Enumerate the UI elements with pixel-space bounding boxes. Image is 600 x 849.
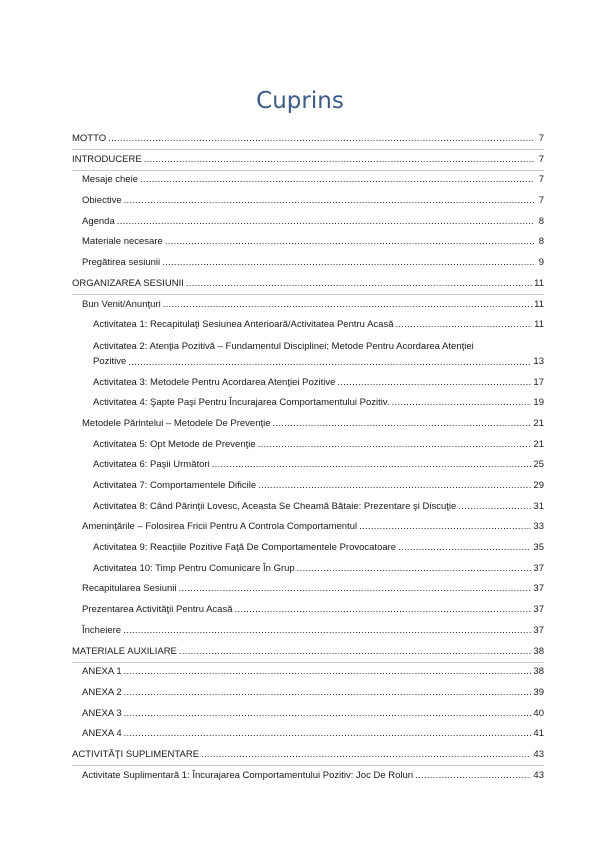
toc-entry-recapitularea-sesiunii[interactable] <box>72 583 544 595</box>
toc-entry-incheiere[interactable] <box>72 625 544 637</box>
toc-entry-page: 7 <box>538 153 544 165</box>
toc-entry-page: 21 <box>533 438 544 450</box>
toc-entry-text: Agenda <box>82 215 115 227</box>
leader-dots <box>392 397 532 409</box>
toc-entry-activitatea-5[interactable] <box>72 439 544 451</box>
leader-dots <box>162 257 534 269</box>
leader-dots <box>258 439 532 451</box>
toc-entry-activitatea-7[interactable] <box>72 480 544 492</box>
toc-entry-text: Activitatea 5: Opt Metode de Prevenţie <box>93 438 256 450</box>
toc-entry-page: 29 <box>533 480 544 491</box>
toc-entry-anexa-2[interactable] <box>72 687 544 699</box>
toc-entry-page: 35 <box>533 542 544 554</box>
toc-entry-page: 19 <box>533 397 544 409</box>
toc-title: Cuprins <box>256 88 344 114</box>
toc-entry-text: Activitatea 3: Metodele Pentru Acordarea Atenţiei Pozitive <box>93 376 336 388</box>
toc-entry-text: MOTTO <box>72 133 107 144</box>
toc-entry-motto[interactable] <box>72 133 544 145</box>
toc-entry-page: 25 <box>533 459 544 471</box>
toc-entry-text: Materiale necesare <box>82 236 163 248</box>
toc-entry-text: Activitatea 10: Timp Pentru Comunicare În Grup <box>93 562 295 574</box>
toc-entry-page: 43 <box>533 748 544 760</box>
toc-entry-activitatea-2[interactable] <box>72 340 544 368</box>
toc-entry-page: 40 <box>533 707 544 719</box>
leader-dots <box>258 480 531 492</box>
row-underline <box>72 662 544 663</box>
toc-entry-activitatea-8[interactable] <box>72 501 544 513</box>
leader-dots <box>124 708 532 720</box>
toc-entry-page: 37 <box>533 583 544 595</box>
toc-entry-page: 11 <box>534 298 544 310</box>
leader-dots <box>201 749 531 761</box>
toc-entry-amenintarile[interactable] <box>72 521 544 533</box>
toc-entry-text: Prezentarea Activităţii Pentru Acasă <box>82 604 233 616</box>
leader-dots <box>117 216 534 228</box>
toc-entry-text: Pregătirea sesiunii <box>82 257 161 269</box>
leader-dots <box>144 154 534 166</box>
toc-entry-page: 33 <box>533 521 544 533</box>
toc-entry-pregatirea-sesiunii[interactable] <box>72 257 544 269</box>
toc-entry-page: 21 <box>533 417 544 429</box>
leader-dots <box>124 666 532 678</box>
leader-dots <box>179 583 532 595</box>
toc-entry-text: Încheiere <box>82 624 122 636</box>
toc-entry-page: 39 <box>533 686 544 698</box>
toc-entry-page: 7 <box>538 174 544 186</box>
leader-dots <box>165 236 534 248</box>
toc-entry-page: 8 <box>538 215 544 227</box>
toc-entry-text: Activitate Suplimentară 1: Încurajarea Comportamentului Pozitiv: Joc De Roluri <box>82 769 414 781</box>
toc-entry-page: 31 <box>533 500 544 512</box>
toc-entry-page: 7 <box>538 133 544 144</box>
toc-entry-prezentarea-activitatii[interactable] <box>72 604 544 616</box>
toc-entry-page: 37 <box>533 624 544 636</box>
toc-entry-text-continued: Pozitive <box>93 355 127 367</box>
leader-dots <box>415 770 531 782</box>
row-underline <box>72 149 544 150</box>
toc-entry-text: Recapitularea Sesiunii <box>82 583 177 595</box>
toc-entry-text: ACTIVITĂŢI SUPLIMENTARE <box>72 748 200 760</box>
toc-entry-page: 8 <box>538 236 544 248</box>
toc-entry-materiale-auxiliare[interactable] <box>72 646 544 658</box>
toc-entry-page: 41 <box>533 728 544 740</box>
toc-entry-text: Obiective <box>82 195 122 207</box>
toc-entry-introducere[interactable] <box>72 154 544 166</box>
toc-entry-text: Mesaje cheie <box>82 174 138 186</box>
row-underline <box>72 765 544 766</box>
toc-entry-obiective[interactable] <box>72 195 544 207</box>
leader-dots <box>337 377 531 389</box>
toc-entry-text: Bun Venit/Anunţuri <box>82 298 161 310</box>
toc-entry-text: Ameninţările – Folosirea Fricii Pentru A Controla Comportamentul <box>82 521 358 533</box>
toc-entry-text: Activitatea 6: Paşii Următori <box>93 459 210 471</box>
toc-entry-text: Activitatea 9: Reacţiile Pozitive Faţă De Comportamentele Provocatoare <box>93 542 397 554</box>
toc-entry-text: MATERIALE AUXILIARE <box>72 645 177 657</box>
toc-entry-materiale-necesare[interactable] <box>72 236 544 248</box>
toc-entry-text: ANEXA 2 <box>82 686 122 698</box>
toc-entry-activitatea-3[interactable] <box>72 377 544 389</box>
leader-dots <box>398 542 531 554</box>
toc-entry-activitatea-10[interactable] <box>72 563 544 575</box>
toc-entry-bun-venit[interactable] <box>72 299 544 311</box>
leader-dots <box>108 133 534 145</box>
toc-entry-page: 43 <box>533 769 544 781</box>
toc-entry-page: 13 <box>533 355 544 367</box>
leader-dots <box>273 418 532 430</box>
leader-dots <box>186 278 532 290</box>
toc-entry-metodele-parintelui[interactable] <box>72 418 544 430</box>
toc-entry-text: ANEXA 1 <box>82 666 122 678</box>
toc-entry-activitate-suplimentara-1[interactable] <box>72 770 544 782</box>
leader-dots <box>179 646 532 658</box>
toc-entry-page: 11 <box>534 277 544 289</box>
toc-entry-page: 17 <box>533 376 544 388</box>
toc-entry-agenda[interactable] <box>72 216 544 228</box>
leader-dots <box>140 174 534 186</box>
leader-dots <box>163 299 532 311</box>
leader-dots <box>212 459 532 471</box>
toc-entry-text: ORGANIZAREA SESIUNII <box>72 277 184 289</box>
table-of-contents <box>72 133 544 790</box>
toc-entry-page: 7 <box>538 195 544 207</box>
toc-entry-text: INTRODUCERE <box>72 153 142 165</box>
leader-dots <box>458 501 531 513</box>
toc-entry-text: Activitatea 4: Şapte Paşi Pentru Încurajarea Comportamentului Pozitiv. <box>93 397 390 409</box>
toc-entry-activitatea-9[interactable] <box>72 542 544 554</box>
toc-entry-page: 11 <box>534 319 544 331</box>
toc-entry-mesaje-cheie[interactable] <box>72 174 544 186</box>
toc-entry-activitatea-6[interactable] <box>72 459 544 471</box>
leader-dots <box>128 356 531 368</box>
toc-entry-page: 37 <box>533 604 544 616</box>
toc-entry-page: 9 <box>538 257 544 269</box>
toc-entry-activitatea-1[interactable] <box>72 319 544 331</box>
leader-dots <box>359 521 531 533</box>
leader-dots <box>124 728 532 740</box>
toc-entry-organizarea-sesiunii[interactable] <box>72 278 544 290</box>
toc-entry-text: ANEXA 3 <box>82 707 122 719</box>
toc-entry-text: ANEXA 4 <box>82 728 122 740</box>
toc-entry-anexa-4[interactable] <box>72 728 544 740</box>
toc-entry-text: Activitatea 8: Când Părinţii Lovesc, Aceasta Se Cheamă Bătaie: Prezentare şi Discuţie <box>93 500 457 512</box>
row-underline <box>72 294 544 295</box>
toc-entry-page: 38 <box>533 645 544 657</box>
toc-entry-text: Activitatea 1: Recapitulaţi Sesiunea Anterioară/Activitatea Pentru Acasă <box>93 319 394 331</box>
toc-entry-page: 37 <box>533 562 544 574</box>
toc-entry-text: Metodele Părintelui – Metodele De Prevenţie <box>82 417 271 429</box>
leader-dots <box>235 604 532 616</box>
toc-entry-anexa-1[interactable] <box>72 666 544 678</box>
leader-dots <box>124 195 534 207</box>
leader-dots <box>123 625 531 637</box>
leader-dots <box>124 687 532 699</box>
toc-entry-page: 38 <box>533 666 544 678</box>
toc-entry-text: Activitatea 2: Atenţia Pozitivă – Fundamentul Disciplinei; Metode Pentru Acordarea Atenţiei <box>93 340 474 352</box>
toc-entry-text: Activitatea 7: Comportamentele Dificile <box>93 480 257 491</box>
row-underline <box>72 170 544 171</box>
toc-entry-anexa-3[interactable] <box>72 708 544 720</box>
toc-entry-activitati-suplimentare[interactable] <box>72 749 544 761</box>
toc-entry-activitatea-4[interactable] <box>72 397 544 409</box>
leader-dots <box>395 319 532 331</box>
leader-dots <box>297 563 532 575</box>
